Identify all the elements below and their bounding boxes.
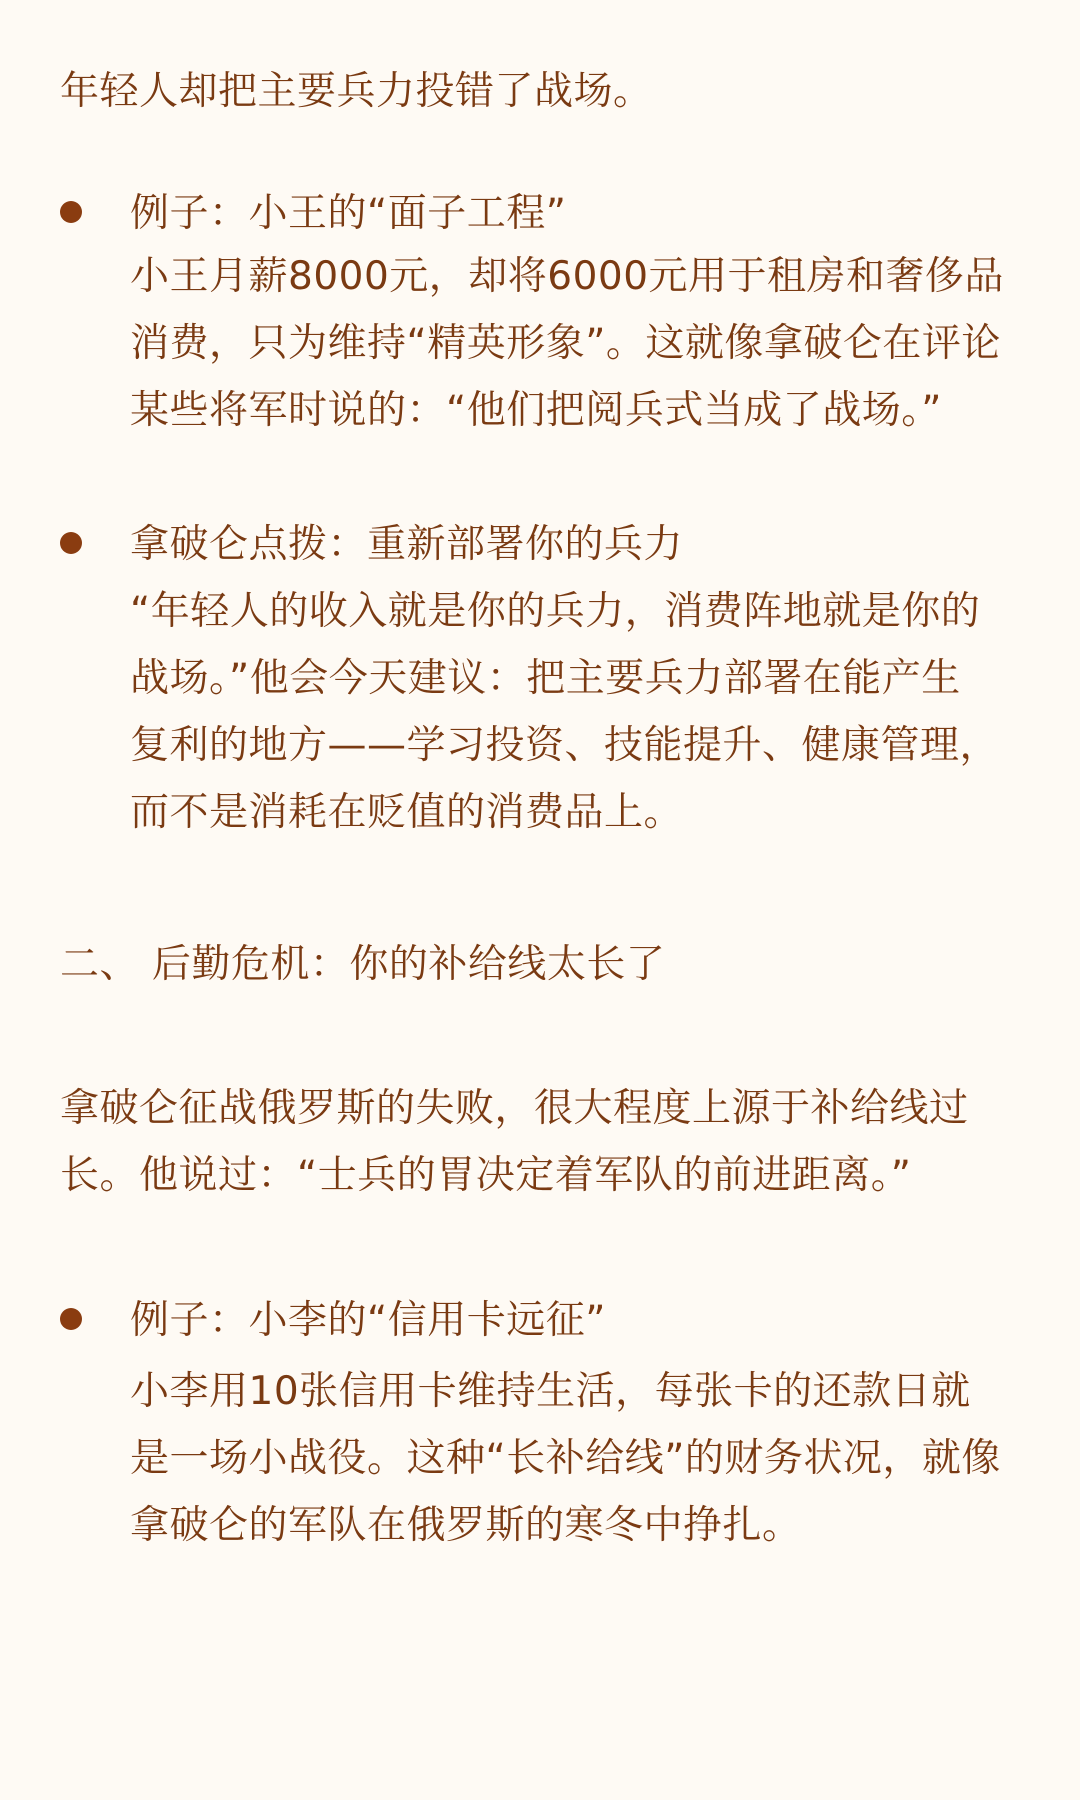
section-paragraph xyxy=(60,1075,1020,1209)
body-line: 而不是消耗在贬值的消费品上。 xyxy=(130,790,684,835)
paragraph-line: 拿破仑征战俄罗斯的失败，很大程度上源于补给线过 xyxy=(60,1086,969,1131)
section-heading: 二、 后勤危机：你的补给线太长了 xyxy=(60,942,666,987)
bullet-body xyxy=(130,243,1030,444)
bullet-dot xyxy=(60,1308,82,1330)
body-line: 是一场小战役。这种“长补给线”的财务状况，就像 xyxy=(130,1436,1001,1481)
intro-line: 年轻人却把主要兵力投错了战场。 xyxy=(60,69,653,114)
bullet-body xyxy=(130,1358,1030,1559)
bullet-title: 拿破仑点拨：重新部署你的兵力 xyxy=(130,522,684,567)
body-line: 消费，只为维持“精英形象”。这就像拿破仑在评论 xyxy=(130,321,1001,366)
bullet-title: 例子：小李的“信用卡远征” xyxy=(130,1298,606,1343)
body-line: 小李用10张信用卡维持生活，每张卡的还款日就 xyxy=(130,1369,971,1414)
bullet-dot xyxy=(60,532,82,554)
body-line: 小王月薪8000元，却将6000元用于租房和奢侈品 xyxy=(130,254,1005,299)
bullet-title: 例子：小王的“面子工程” xyxy=(130,191,567,236)
bullet-dot xyxy=(60,201,82,223)
body-line: 战场。”他会今天建议：把主要兵力部署在能产生 xyxy=(130,656,961,701)
bullet-body xyxy=(130,578,1030,846)
paragraph-line: 长。他说过：“士兵的胃决定着军队的前进距离。” xyxy=(60,1153,912,1198)
body-line: “年轻人的收入就是你的兵力，消费阵地就是你的 xyxy=(130,589,981,634)
body-line: 拿破仑的军队在俄罗斯的寒冬中挣扎。 xyxy=(130,1503,802,1548)
body-line: 某些将军时说的：“他们把阅兵式当成了战场。” xyxy=(130,388,942,433)
body-line: 复利的地方——学习投资、技能提升、健康管理， xyxy=(130,723,1000,768)
